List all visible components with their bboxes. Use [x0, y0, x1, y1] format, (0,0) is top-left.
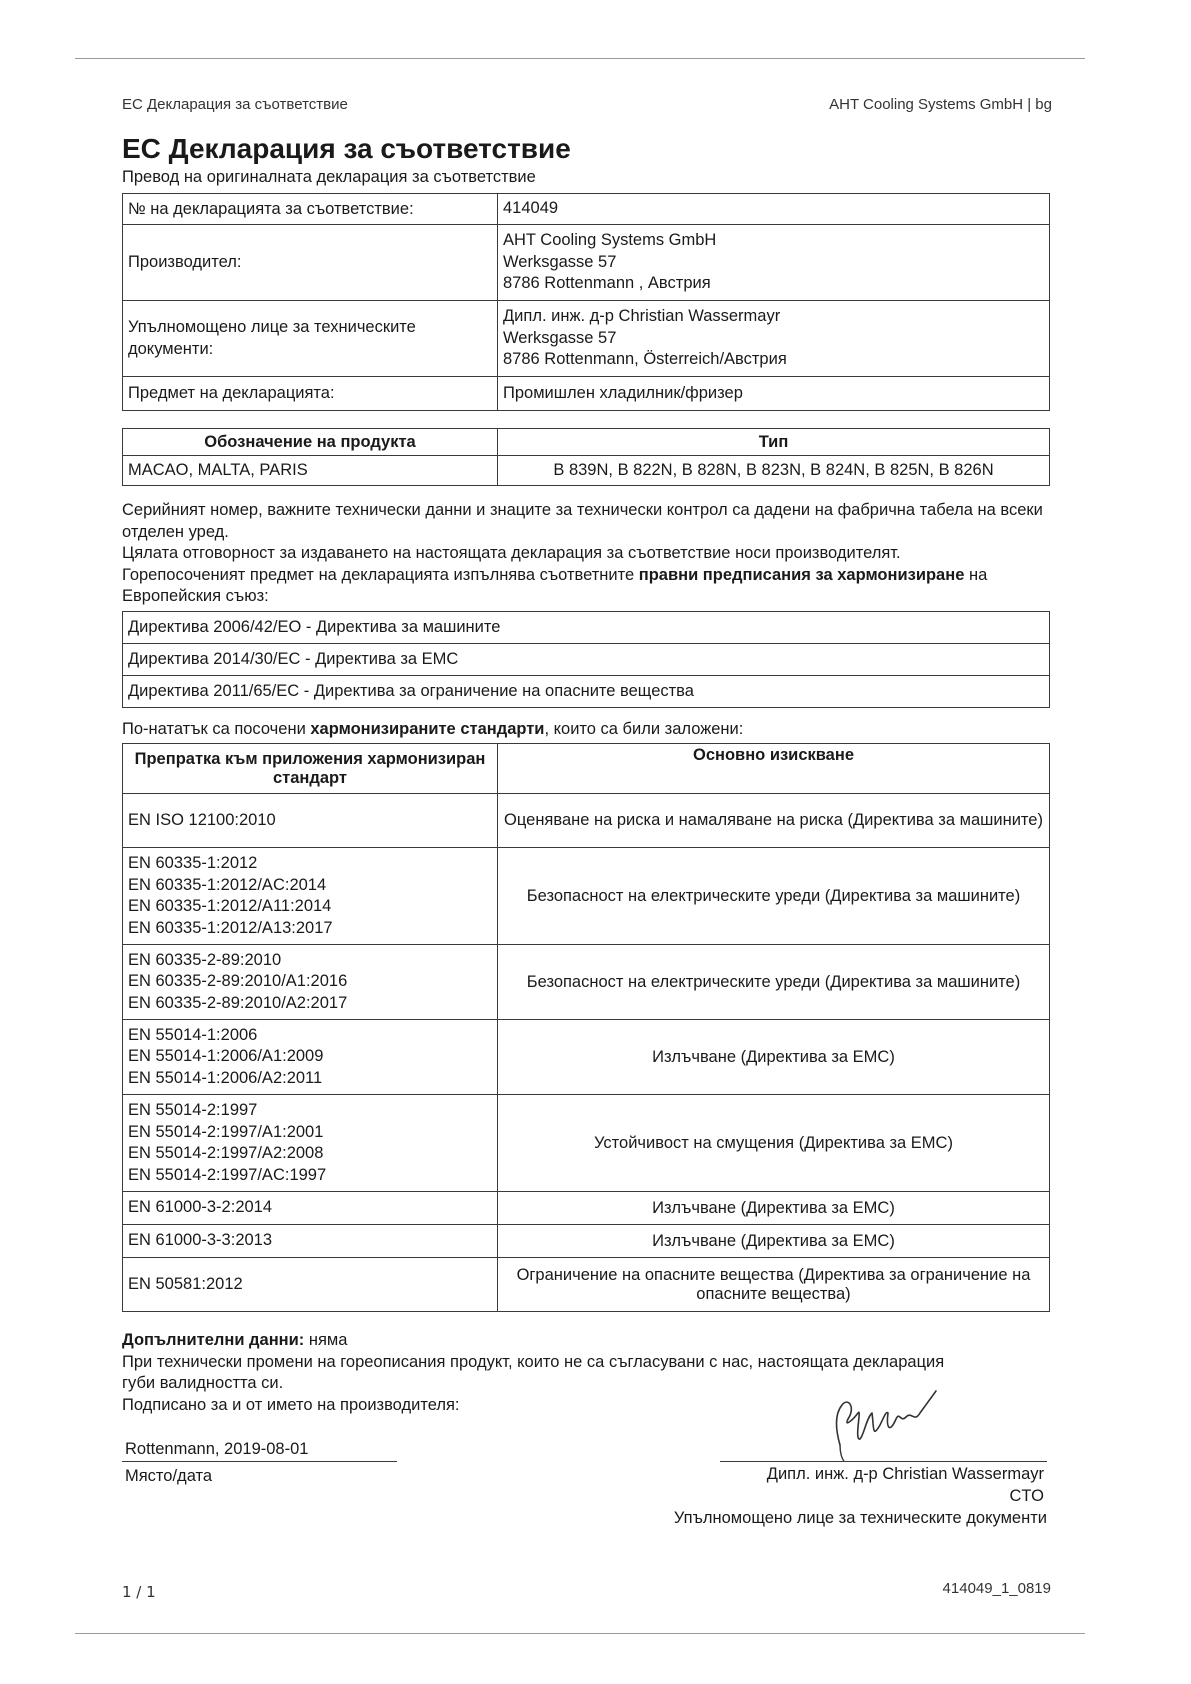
standards-header-row	[123, 744, 1050, 794]
paragraph-text: Горепосоченият предмет на декларацията изпълнява съответните	[122, 565, 639, 584]
standards-list	[123, 794, 498, 848]
info-value-line: Промишлен хладилник/фризер	[503, 383, 743, 402]
standard-code: EN 60335-1:2012/A11:2014	[128, 897, 332, 915]
additional-label: Допълнителни данни:	[122, 1331, 305, 1349]
standard-requirement: Безопасност на електрическите уреди (Директива за машините)	[498, 848, 1050, 945]
page-number: 1 / 1	[122, 1583, 156, 1601]
paragraph-line	[122, 565, 1052, 608]
directive-text: Директива 2011/65/ЕС - Директива за ограничение на опасните вещества	[123, 676, 1050, 708]
standards-table	[122, 743, 1050, 1312]
info-row-authorized-person	[123, 301, 1050, 377]
directives-table	[122, 611, 1050, 708]
paragraph-line	[122, 1330, 1052, 1352]
paragraph-line: Серийният номер, важните технически данни и знаците за технически контрол са дадени на фабрична табела на всеки отделен уред.	[122, 501, 1043, 541]
product-table	[122, 428, 1050, 486]
paragraph-text: По-нататък са посочени	[122, 720, 311, 738]
top-rule	[75, 58, 1085, 59]
product-types: B 839N, B 822N, B 828N, B 823N, B 824N, B 825N, B 826N	[498, 456, 1050, 486]
product-header-designation: Обозначение на продукта	[123, 429, 498, 456]
directive-row	[123, 612, 1050, 644]
standards-row	[123, 945, 1050, 1020]
standard-code: EN 60335-1:2012/AC:2014	[128, 875, 327, 894]
standards-row	[123, 794, 1050, 848]
standards-row	[123, 1095, 1050, 1192]
standard-code: EN 60335-2-89:2010	[128, 950, 282, 969]
info-label-line: Упълномощено лице за техническите	[128, 318, 416, 336]
product-header-type: Тип	[498, 429, 1050, 456]
standards-row	[123, 1020, 1050, 1095]
standard-code: EN 60335-1:2012	[128, 854, 258, 872]
product-row	[123, 456, 1050, 486]
declaration-info-table	[122, 193, 1050, 411]
standards-list	[123, 945, 498, 1020]
product-designation: MACAO, MALTA, PARIS	[123, 456, 498, 486]
header-left: ЕС Декларация за съответствие	[122, 96, 348, 113]
header-right: AHT Cooling Systems GmbH | bg	[829, 96, 1052, 113]
standard-requirement: Излъчване (Директива за EMC)	[498, 1225, 1050, 1258]
info-row-subject	[123, 377, 1050, 411]
standards-list	[123, 1020, 498, 1095]
standards-list	[123, 1225, 498, 1258]
paragraph-line	[122, 719, 1052, 741]
standard-code: EN 55014-1:2006	[128, 1025, 258, 1044]
product-header-row	[123, 429, 1050, 456]
place-date-label: Място/дата	[125, 1467, 213, 1485]
standard-code: EN 60335-1:2012/A13:2017	[128, 918, 333, 937]
standard-requirement: Ограничение на опасните вещества (Директива за ограничение на опасните вещества)	[498, 1258, 1050, 1312]
standard-code: EN 50581:2012	[128, 1274, 243, 1293]
standard-code: EN 60335-2-89:2010/A1:2016	[128, 972, 348, 991]
document-code: 414049_1_0819	[942, 1580, 1051, 1597]
paragraph-text: , които са били заложени:	[544, 720, 744, 738]
standard-requirement: Излъчване (Директива за EMC)	[498, 1020, 1050, 1095]
paragraph-line: Цялата отговорност за издаването на настоящата декларация за съответствие носи производителят.	[122, 544, 901, 563]
standard-code: EN ISO 12100:2010	[128, 810, 276, 829]
info-value-line: 414049	[503, 199, 559, 218]
additional-value: няма	[304, 1331, 348, 1349]
page-subtitle: Превод на оригиналната декларация за съответствие	[122, 168, 536, 186]
paragraph-text: на Европейския съюз:	[122, 565, 988, 606]
signer-name: Дипл. инж. д-р Christian Wassermayr	[766, 1465, 1044, 1483]
standards-list	[123, 1258, 498, 1312]
standard-requirement: Безопасност на електрическите уреди (Директива за машините)	[498, 945, 1050, 1020]
info-value	[498, 377, 1050, 411]
standard-code: EN 61000-3-3:2013	[128, 1231, 273, 1250]
standards-header-requirement: Основно изискване	[498, 744, 1050, 794]
paragraph-bold-text: правни предписания за хармонизиране	[638, 565, 965, 584]
standard-requirement: Оценяване на риска и намаляване на риска (Директива за машините)	[498, 794, 1050, 848]
page-title: ЕС Декларация за съответствие	[122, 133, 571, 164]
paragraph-bold-text: хармонизираните стандарти	[310, 720, 545, 738]
standards-row	[123, 848, 1050, 945]
standard-requirement: Излъчване (Директива за EMC)	[498, 1192, 1050, 1225]
standards-row	[123, 1258, 1050, 1312]
standard-code: EN 55014-1:2006/A2:2011	[128, 1068, 323, 1087]
info-label: № на декларацията за съответствие:	[123, 194, 498, 225]
standard-code: EN 55014-2:1997	[128, 1101, 258, 1119]
place-date: Rottenmann, 2019-08-01	[125, 1440, 309, 1458]
info-value-line: 8786 Rottenmann , Австрия	[503, 274, 711, 293]
info-label-line: документи:	[128, 339, 214, 358]
signer-function: Упълномощено лице за техническите документи	[673, 1509, 1047, 1527]
info-value-line: AHT Cooling Systems GmbH	[503, 231, 717, 250]
directive-row	[123, 644, 1050, 676]
standard-code: EN 61000-3-2:2014	[128, 1198, 273, 1217]
info-value-line: 8786 Rottenmann, Österreich/Австрия	[503, 350, 787, 369]
signature-image	[826, 1383, 946, 1463]
standards-header-reference: Препратка към приложения хармонизиран стандарт	[123, 744, 498, 794]
info-value-line: Дипл. инж. д-р Christian Wassermayr	[503, 307, 781, 326]
signature-line	[720, 1461, 1047, 1462]
directive-text: Директива 2014/30/ЕС - Директива за EMC	[123, 644, 1050, 676]
place-date-line	[122, 1461, 397, 1462]
standard-code: EN 55014-2:1997/A2:2008	[128, 1144, 324, 1162]
standard-code: EN 55014-2:1997/AC:1997	[128, 1165, 327, 1184]
info-value	[498, 194, 1050, 225]
paragraph-line: При технически промени на гореописания продукт, които не са съгласувани с нас, настоящата декларация губи валидността си.	[122, 1352, 945, 1393]
info-label: Производител:	[123, 225, 498, 301]
info-value-line: Werksgasse 57	[503, 328, 617, 347]
info-label: Предмет на декларацията:	[123, 377, 498, 411]
info-label	[123, 301, 498, 377]
standard-code: EN 55014-1:2006/A1:2009	[128, 1047, 324, 1066]
bottom-rule	[75, 1633, 1085, 1634]
info-value	[498, 225, 1050, 301]
standards-list	[123, 1192, 498, 1225]
signer-role: CTO	[1009, 1487, 1044, 1505]
standards-row	[123, 1225, 1050, 1258]
standard-code: EN 60335-2-89:2010/A2:2017	[128, 993, 348, 1012]
info-value-line: Werksgasse 57	[503, 252, 617, 271]
directive-row	[123, 676, 1050, 708]
paragraph-line: Подписано за и от името на производителя:	[122, 1395, 460, 1414]
directive-text: Директива 2006/42/ЕО - Директива за машините	[123, 612, 1050, 644]
info-row-manufacturer	[123, 225, 1050, 301]
info-value	[498, 301, 1050, 377]
standards-list	[123, 1095, 498, 1192]
standards-row	[123, 1192, 1050, 1225]
standard-code: EN 55014-2:1997/A1:2001	[128, 1122, 324, 1141]
declaration-paragraph	[122, 500, 1052, 608]
standard-requirement: Устойчивост на смущения (Директива за EMC)	[498, 1095, 1050, 1192]
info-row-number	[123, 194, 1050, 225]
standards-intro	[122, 719, 1052, 741]
standards-list	[123, 848, 498, 945]
